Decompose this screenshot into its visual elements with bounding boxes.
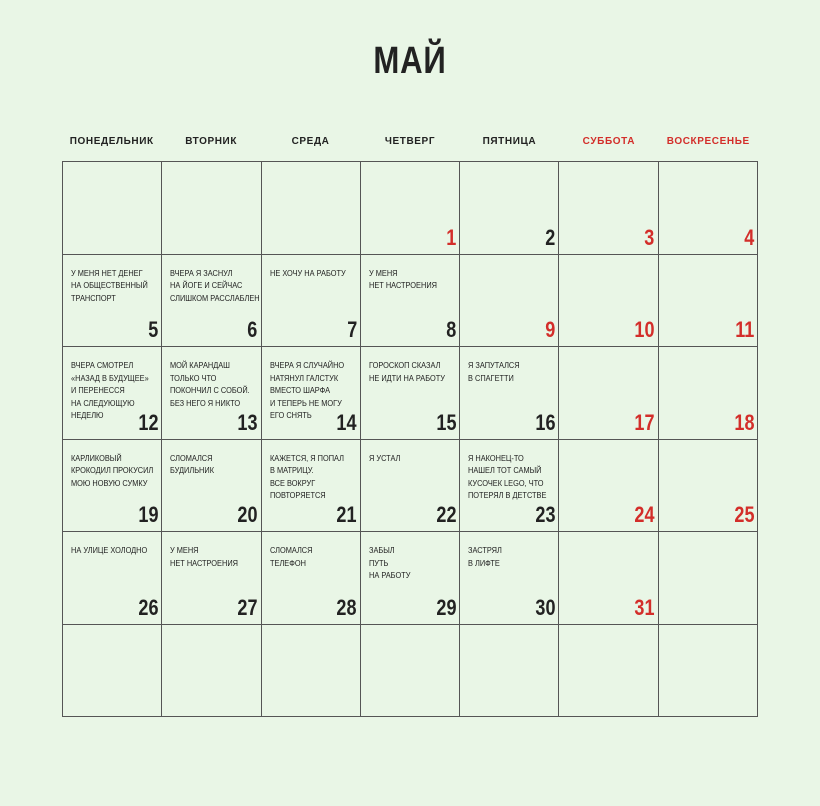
- day-cell-29[interactable]: [361, 532, 460, 625]
- day-number: 22: [436, 502, 457, 527]
- day-note: ВЧЕРА Я СЛУЧАЙНО НАТЯНУЛ ГАЛСТУК ВМЕСТО ШАРФА И ТЕПЕРЬ НЕ МОГУ ЕГО СНЯТЬ: [269, 360, 344, 420]
- day-number: 2: [545, 224, 556, 250]
- day-cell-1[interactable]: [361, 162, 460, 255]
- weekday-label: ПЯТНИЦА: [482, 136, 537, 147]
- day-number: 24: [634, 502, 655, 527]
- day-cell-23[interactable]: [460, 440, 559, 533]
- day-note: ЗАСТРЯЛ В ЛИФТЕ: [468, 545, 502, 568]
- day-number: 25: [733, 502, 754, 527]
- day-number: 1: [446, 224, 457, 250]
- day-number: 8: [446, 317, 457, 342]
- weekday-label: СРЕДА: [291, 136, 330, 147]
- day-note: НЕ ХОЧУ НА РАБОТУ: [269, 267, 346, 278]
- empty-day-cell[interactable]: [659, 532, 758, 625]
- weekday-label: ВОСКРЕСЕНЬЕ: [666, 136, 750, 147]
- day-cell-7[interactable]: [262, 255, 361, 348]
- day-number: 20: [237, 502, 258, 527]
- day-cell-13[interactable]: [162, 347, 261, 440]
- empty-day-cell[interactable]: [559, 625, 658, 718]
- empty-day-cell[interactable]: [63, 162, 162, 255]
- day-note: Я НАКОНЕЦ-ТО НАШЕЛ ТОТ САМЫЙ КУСОЧЕК LEGO, ЧТО ПОТЕРЯЛ В ДЕТСТВЕ: [468, 452, 547, 500]
- day-note: НА УЛИЦЕ ХОЛОДНО: [71, 545, 148, 555]
- day-number: 14: [336, 409, 357, 435]
- day-number: 3: [644, 224, 655, 250]
- day-cell-16[interactable]: [460, 347, 559, 440]
- empty-day-cell[interactable]: [659, 625, 758, 718]
- day-number: 29: [436, 594, 457, 620]
- weekday-header-row: [62, 132, 758, 152]
- day-number: 4: [743, 224, 754, 250]
- day-cell-24[interactable]: [559, 440, 658, 533]
- day-number: 23: [535, 502, 556, 527]
- day-note: ГОРОСКОП СКАЗАЛ НЕ ИДТИ НА РАБОТУ: [368, 360, 445, 383]
- day-number: 17: [634, 409, 655, 435]
- day-note: СЛОМАЛСЯ ТЕЛЕФОН: [269, 545, 313, 568]
- day-number: 12: [138, 409, 159, 435]
- day-number: 21: [336, 502, 357, 527]
- day-note: У МЕНЯ НЕТ НАСТРОЕНИЯ: [368, 267, 437, 290]
- weekday-label: ЧЕТВЕРГ: [384, 136, 436, 147]
- weekday-label: СУББОТА: [582, 136, 636, 147]
- day-cell-25[interactable]: [659, 440, 758, 533]
- day-number: 31: [634, 594, 655, 620]
- day-number: 27: [237, 594, 258, 620]
- day-note: У МЕНЯ НЕТ НАСТРОЕНИЯ: [170, 545, 239, 568]
- day-number: 7: [346, 317, 357, 342]
- empty-day-cell[interactable]: [262, 625, 361, 718]
- day-note: СЛОМАЛСЯ БУДИЛЬНИК: [170, 452, 215, 475]
- day-note: КАРЛИКОВЫЙ КРОКОДИЛ ПРОКУСИЛ МОЮ НОВУЮ СУМКУ: [71, 452, 154, 488]
- day-cell-8[interactable]: [361, 255, 460, 348]
- day-number: 18: [733, 409, 754, 435]
- day-cell-17[interactable]: [559, 347, 658, 440]
- day-number: 9: [545, 317, 556, 342]
- day-cell-31[interactable]: [559, 532, 658, 625]
- day-note: МОЙ КАРАНДАШ ТОЛЬКО ЧТО ПОКОНЧИЛ С СОБОЙ. БЕЗ НЕГО Я НИКТО: [170, 360, 250, 408]
- day-note: ЗАБЫЛ ПУТЬ НА РАБОТУ: [368, 545, 411, 580]
- weekday-label: ВТОРНИК: [185, 136, 238, 147]
- empty-day-cell[interactable]: [460, 625, 559, 718]
- day-cell-5[interactable]: [63, 255, 162, 348]
- day-cell-26[interactable]: [63, 532, 162, 625]
- day-note: КАЖЕТСЯ, Я ПОПАЛ В МАТРИЦУ. ВСЕ ВОКРУГ ПОВТОРЯЕТСЯ: [269, 452, 344, 500]
- day-number: 30: [535, 594, 556, 620]
- day-number: 11: [734, 317, 754, 342]
- day-cell-3[interactable]: [559, 162, 658, 255]
- month-title: МАЙ: [373, 40, 447, 82]
- day-number: 13: [237, 409, 258, 435]
- day-cell-10[interactable]: [559, 255, 658, 348]
- day-note: У МЕНЯ НЕТ ДЕНЕГ НА ОБЩЕСТВЕННЫЙ ТРАНСПОРТ: [71, 267, 148, 303]
- day-number: 28: [336, 594, 357, 620]
- day-cell-22[interactable]: [361, 440, 460, 533]
- day-cell-19[interactable]: [63, 440, 162, 533]
- day-cell-11[interactable]: [659, 255, 758, 348]
- day-cell-4[interactable]: [659, 162, 758, 255]
- day-number: 26: [138, 594, 159, 620]
- day-cell-14[interactable]: [262, 347, 361, 440]
- day-cell-28[interactable]: [262, 532, 361, 625]
- day-number: 6: [247, 317, 258, 342]
- empty-day-cell[interactable]: [262, 162, 361, 255]
- weekday-label: ПОНЕДЕЛЬНИК: [69, 136, 154, 147]
- day-note: ВЧЕРА Я ЗАСНУЛ НА ЙОГЕ И СЕЙЧАС СЛИШКОМ РАССЛАБЛЕН: [170, 267, 260, 303]
- empty-day-cell[interactable]: [162, 162, 261, 255]
- day-number: 10: [634, 317, 655, 342]
- day-cell-9[interactable]: [460, 255, 559, 348]
- day-cell-6[interactable]: [162, 255, 261, 348]
- day-cell-20[interactable]: [162, 440, 261, 533]
- day-note: Я ЗАПУТАЛСЯ В СПАГЕТТИ: [468, 360, 520, 383]
- day-cell-21[interactable]: [262, 440, 361, 533]
- day-number: 16: [535, 409, 556, 435]
- day-cell-30[interactable]: [460, 532, 559, 625]
- day-number: 5: [148, 317, 159, 342]
- day-note: ВЧЕРА СМОТРЕЛ «НАЗАД В БУДУЩЕЕ» И ПЕРЕНЕССЯ НА СЛЕДУЮЩУЮ НЕДЕЛЮ: [71, 360, 149, 420]
- day-note: Я УСТАЛ: [368, 452, 401, 463]
- day-number: 19: [138, 502, 159, 527]
- day-cell-15[interactable]: [361, 347, 460, 440]
- day-cell-18[interactable]: [659, 347, 758, 440]
- day-cell-2[interactable]: [460, 162, 559, 255]
- calendar-grid: [62, 161, 758, 717]
- day-cell-27[interactable]: [162, 532, 261, 625]
- empty-day-cell[interactable]: [361, 625, 460, 718]
- empty-day-cell[interactable]: [162, 625, 261, 718]
- empty-day-cell[interactable]: [63, 625, 162, 718]
- day-cell-12[interactable]: [63, 347, 162, 440]
- day-number: 15: [436, 409, 457, 435]
